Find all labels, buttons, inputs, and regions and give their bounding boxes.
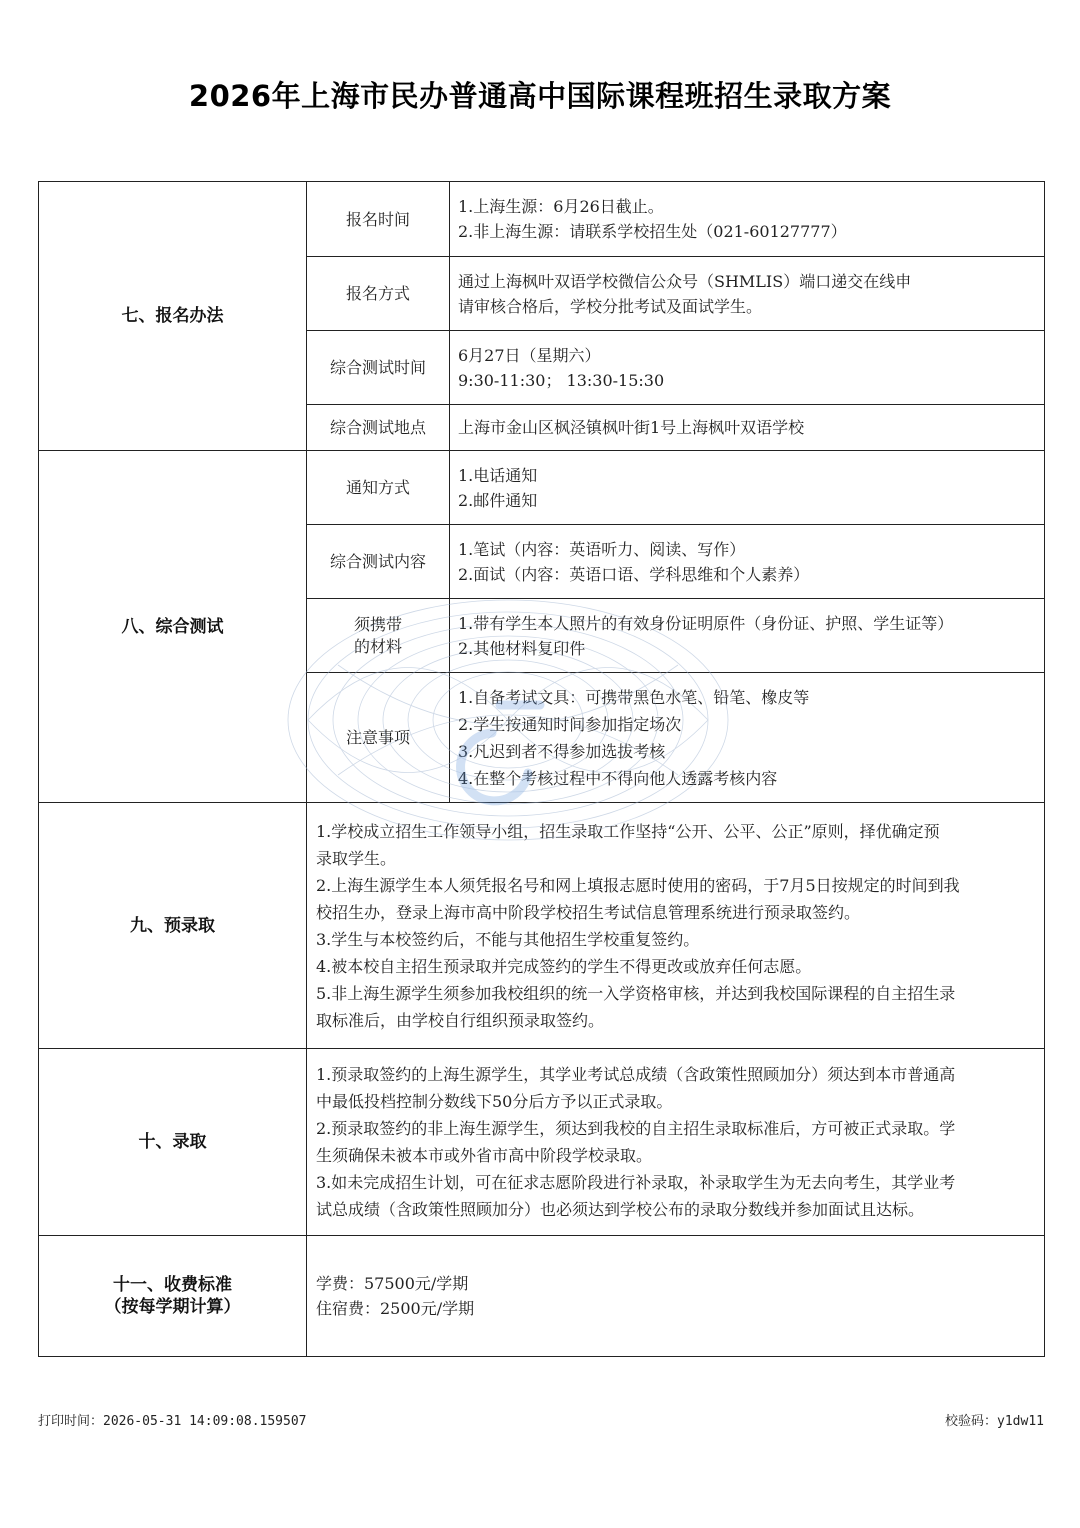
section-body: 1.预录取签约的上海生源学生，其学业考试总成绩（含政策性照顾加分）须达到本市普通高 中最低投档控制分数线下50分后方予以正式录取。 2.预录取签约的非上海生源学生，须达到我校的自主招生录取标准后，方可被正式录取。学 生须确保未被本市或外省市高中阶段学校录取。 3.如未完成招生计划，可在征求志愿阶段进行补录取，补录取学生为无去向考生，其学业考 试总成绩（含政策性照顾加分）也必须达到学校公布的录取分数线并参加面试且达标。 bbox=[307, 1049, 1045, 1236]
row-label: 须携带 的材料 bbox=[307, 599, 450, 673]
section-label-test: 八、综合测试 bbox=[39, 451, 307, 803]
row-label: 综合测试内容 bbox=[307, 525, 450, 599]
row-label: 报名时间 bbox=[307, 182, 450, 257]
check-code: 校验码：y1dw11 bbox=[945, 1414, 1044, 1429]
row-label: 综合测试地点 bbox=[307, 405, 450, 451]
section-label-fees: 十一、收费标准 （按每学期计算） bbox=[39, 1236, 307, 1357]
row-value: 1.上海生源：6月26日截止。 2.非上海生源：请联系学校招生处（021-60127777） bbox=[450, 182, 1045, 257]
section-body: 学费：57500元/学期 住宿费：2500元/学期 bbox=[307, 1236, 1045, 1357]
section-label-pre-admission: 九、预录取 bbox=[39, 803, 307, 1049]
row-value: 1.笔试（内容：英语听力、阅读、写作） 2.面试（内容：英语口语、学科思维和个人素养） bbox=[450, 525, 1045, 599]
table-row bbox=[39, 182, 1045, 257]
section-label-admission: 十、录取 bbox=[39, 1049, 307, 1236]
row-value: 1.电话通知 2.邮件通知 bbox=[450, 451, 1045, 525]
table-row bbox=[39, 1236, 1045, 1357]
row-label: 通知方式 bbox=[307, 451, 450, 525]
row-label: 注意事项 bbox=[307, 673, 450, 803]
admission-table bbox=[38, 181, 1045, 1357]
row-value: 1.自备考试文具：可携带黑色水笔、铅笔、橡皮等 2.学生按通知时间参加指定场次 3.凡迟到者不得参加选拔考核 4.在整个考核过程中不得向他人透露考核内容 bbox=[450, 673, 1045, 803]
table-row bbox=[39, 451, 1045, 525]
table-row bbox=[39, 803, 1045, 1049]
row-value: 6月27日（星期六） 9:30-11:30； 13:30-15:30 bbox=[450, 331, 1045, 405]
row-value: 上海市金山区枫泾镇枫叶街1号上海枫叶双语学校 bbox=[450, 405, 1045, 451]
page-title: 2026年上海市民办普通高中国际课程班招生录取方案 bbox=[188, 79, 892, 113]
section-label-registration: 七、报名办法 bbox=[39, 182, 307, 451]
row-label: 综合测试时间 bbox=[307, 331, 450, 405]
row-value: 通过上海枫叶双语学校微信公众号（SHMLIS）端口递交在线申 请审核合格后，学校分批考试及面试学生。 bbox=[450, 257, 1045, 331]
row-value: 1.带有学生本人照片的有效身份证明原件（身份证、护照、学生证等） 2.其他材料复印件 bbox=[450, 599, 1045, 673]
table-row bbox=[39, 1049, 1045, 1236]
print-time: 打印时间：2026-05-31 14:09:08.159507 bbox=[38, 1414, 307, 1429]
row-label: 报名方式 bbox=[307, 257, 450, 331]
section-body: 1.学校成立招生工作领导小组，招生录取工作坚持“公开、公平、公正”原则，择优确定预 录取学生。 2.上海生源学生本人须凭报名号和网上填报志愿时使用的密码，于7月5日按规定的时间到我 校招生办，登录上海市高中阶段学校招生考试信息管理系统进行预录取签约。 3.学生与本校签约后，不能与其他招生学校重复签约。 4.被本校自主招生预录取并完成签约的学生不得更改或放弃任何志愿。 5.非上海生源学生须参加我校组织的统一入学资格审核，并达到我校国际课程的自主招生录 取标准后，由学校自行组织预录取签约。 bbox=[307, 803, 1045, 1049]
